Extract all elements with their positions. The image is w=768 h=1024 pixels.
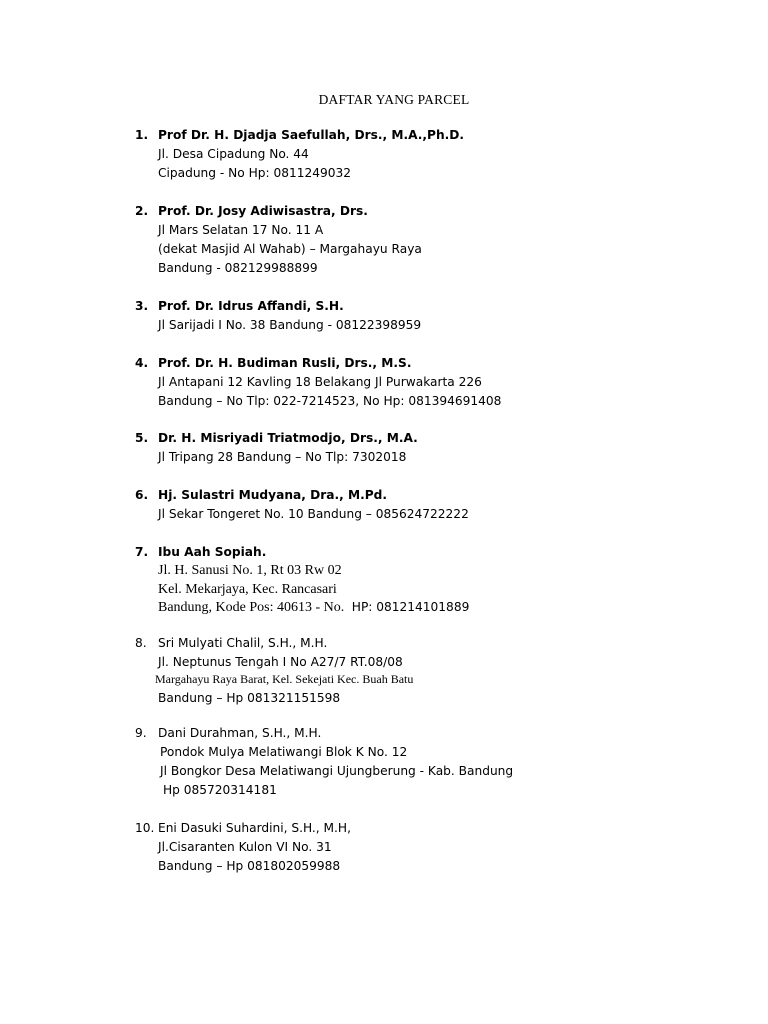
- document-title: DAFTAR YANG PARCEL: [318, 92, 470, 107]
- address-line: Jl Mars Selatan 17 No. 11 A: [158, 223, 324, 237]
- address-line: Jl Sarijadi I No. 38 Bandung - 08122398959: [158, 318, 422, 332]
- item-number: 10.: [135, 821, 155, 835]
- address-line: Jl Sekar Tongeret No. 10 Bandung – 085624722222: [158, 507, 469, 521]
- address-line: Kel. Mekarjaya, Kec. Rancasari: [158, 582, 337, 597]
- item-name: Prof Dr. H. Djadja Saefullah, Drs., M.A.,Ph.D.: [158, 128, 465, 142]
- address-line: Jl. Desa Cipadung No. 44: [158, 147, 309, 161]
- item-number: 6.: [135, 488, 149, 502]
- address-line: Jl Tripang 28 Bandung – No Tlp: 7302018: [158, 450, 407, 464]
- address-line: Bandung - 082129988899: [158, 261, 318, 275]
- address-line: Margahayu Raya Barat, Kel. Sekejati Kec. Buah Batu: [155, 672, 414, 686]
- address-line: Jl Bongkor Desa Melatiwangi Ujungberung - Kab. Bandung: [160, 764, 514, 778]
- item-name: Dani Durahman, S.H., M.H.: [158, 726, 322, 740]
- item-number: 4.: [135, 356, 149, 370]
- item-number: 9.: [135, 726, 147, 740]
- item-name: Prof. Dr. Idrus Affandi, S.H.: [158, 299, 344, 313]
- item-name: Hj. Sulastri Mudyana, Dra., M.Pd.: [158, 488, 387, 502]
- address-line: Bandung – No Tlp: 022-7214523, No Hp: 081394691408: [158, 394, 502, 408]
- address-line: Jl Antapani 12 Kavling 18 Belakang Jl Purwakarta 226: [158, 375, 482, 389]
- address-line: Cipadung - No Hp: 0811249032: [158, 166, 352, 180]
- item-name: Ibu Aah Sopiah.: [158, 545, 267, 559]
- item-number: 7.: [135, 545, 149, 559]
- address-text: Bandung, Kode Pos: 40613 - No.: [158, 600, 345, 615]
- item-name: Eni Dasuki Suhardini, S.H., M.H,: [158, 821, 351, 835]
- phone-number: HP: 081214101889: [351, 600, 470, 614]
- address-line: Jl.Cisaranten Kulon VI No. 31: [158, 840, 332, 854]
- address-line: Hp 085720314181: [163, 783, 277, 797]
- address-line: Pondok Mulya Melatiwangi Blok K No. 12: [160, 745, 408, 759]
- address-line: Bandung – Hp 081321151598: [158, 691, 341, 705]
- item-number: 2.: [135, 204, 149, 218]
- address-line: [158, 598, 469, 617]
- item-number: 3.: [135, 299, 149, 313]
- address-line: Bandung – Hp 081802059988: [158, 859, 341, 873]
- item-number: 1.: [135, 128, 149, 142]
- address-line: Jl. H. Sanusi No. 1, Rt 03 Rw 02: [158, 563, 342, 578]
- item-name: Sri Mulyati Chalil, S.H., M.H.: [158, 636, 328, 650]
- item-name: Prof. Dr. H. Budiman Rusli, Drs., M.S.: [158, 356, 412, 370]
- item-number: 5.: [135, 431, 149, 445]
- address-line: (dekat Masjid Al Wahab) – Margahayu Raya: [158, 242, 422, 256]
- item-number: 8.: [135, 636, 147, 650]
- address-line: Jl. Neptunus Tengah I No A27/7 RT.08/08: [158, 655, 403, 669]
- item-name: Prof. Dr. Josy Adiwisastra, Drs.: [158, 204, 368, 218]
- item-name: Dr. H. Misriyadi Triatmodjo, Drs., M.A.: [158, 431, 418, 445]
